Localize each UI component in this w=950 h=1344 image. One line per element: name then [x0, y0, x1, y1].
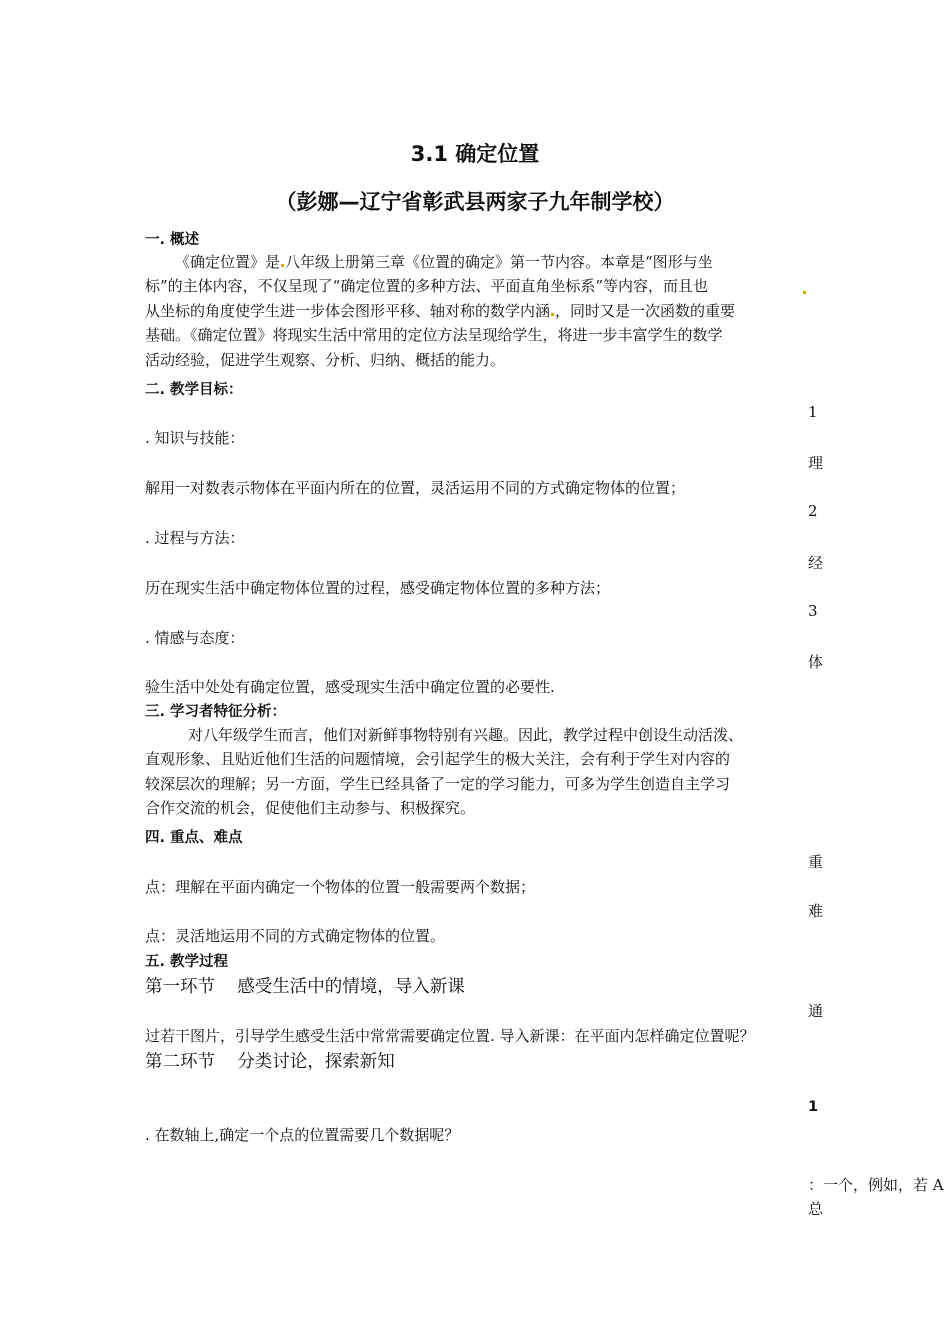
- wrapped-char: 重: [808, 853, 824, 871]
- comment-marker: [551, 313, 554, 316]
- key-point-text: 点：理解在平面内确定一个物体的位置一般需要两个数据；: [145, 878, 536, 896]
- objective-label: . 知识与技能：: [145, 429, 245, 447]
- paragraph-line: 合作交流的机会，促使他们主动参与、积极探究。: [145, 799, 476, 818]
- step-text: 过若干图片，引导学生感受生活中常常需要确定位置. 导入新课：在平面内怎样确定位置呢？: [145, 1027, 755, 1045]
- paragraph-line: 基础。《确定位置》将现实生活中常用的定位方法呈现给学生，将进一步丰富学生的数学: [145, 326, 723, 345]
- section-heading-learners: 三. 学习者特征分析：: [145, 704, 287, 720]
- wrapped-char: 难: [808, 902, 824, 920]
- objective-label: . 过程与方法：: [145, 529, 245, 547]
- answer-text-fragment: ：一个，例如，若 A: [808, 1176, 944, 1194]
- comment-marker: [281, 264, 284, 267]
- list-number: 1: [808, 1099, 819, 1115]
- paragraph-line: 标”的主体内容，不仅呈现了“确定位置的多种方法、平面直角坐标系”等内容，而且也: [145, 277, 709, 296]
- objective-text: 验生活中处处有确定位置，感受现实生活中确定位置的必要性.: [145, 678, 555, 696]
- difficulty-text: 点：灵活地运用不同的方式确定物体的位置。: [145, 927, 446, 945]
- overview-paragraph: [145, 250, 735, 372]
- paragraph-line: 《确定位置》是 八年级上册第三章《位置的确定》第一节内容。本章是“图形与坐: [175, 253, 713, 271]
- wrapped-char: 通: [808, 1002, 824, 1020]
- objective-text: 解用一对数表示物体在平面内所在的位置，灵活运用不同的方式确定物体的位置；: [145, 479, 686, 497]
- section-heading-process: 五. 教学过程: [145, 954, 229, 970]
- comment-marker: [803, 291, 806, 294]
- paragraph-line: 直观形象、且贴近他们生活的问题情境，会引起学生的极大关注，会有利于学生对内容的: [145, 750, 731, 769]
- section-heading-overview: 一. 概述: [145, 232, 200, 248]
- wrapped-char: 理: [808, 454, 824, 472]
- section-heading-keypoints: 四. 重点、难点: [145, 830, 243, 846]
- document-subtitle: （彭娜—辽宁省彰武县两家子九年制学校）: [275, 190, 675, 214]
- paragraph-line: 对八年级学生而言，他们对新鲜事物特别有兴趣。因此，教学过程中创设生动活泼、: [188, 726, 744, 744]
- objective-text: 历在现实生活中确定物体位置的过程，感受确定物体位置的多种方法；: [145, 579, 611, 597]
- document-title: 3.1 确定位置: [410, 142, 540, 166]
- wrapped-char: 体: [808, 653, 824, 671]
- wrapped-char: 经: [808, 554, 824, 572]
- paragraph-line: 从坐标的角度使学生进一步体会图形平移、轴对称的数学内涵 ，同时又是一次函数的重要: [145, 301, 736, 320]
- list-number: 1: [808, 403, 818, 421]
- objective-label: . 情感与态度：: [145, 629, 245, 647]
- step-heading: 第一环节 感受生活中的情境，导入新课: [145, 977, 465, 997]
- list-number: 3: [808, 602, 818, 620]
- section-heading-objectives: 二. 教学目标：: [145, 382, 243, 398]
- wrapped-char: 总: [808, 1200, 824, 1218]
- learners-paragraph: [145, 723, 743, 821]
- paragraph-line: 活动经验，促进学生观察、分析、归纳、概括的能力。: [145, 350, 506, 369]
- question-text: . 在数轴上,确定一个点的位置需要几个数据呢？: [145, 1126, 460, 1144]
- list-number: 2: [808, 502, 818, 520]
- paragraph-line: 较深层次的理解；另一方面，学生已经具备了一定的学习能力，可多为学生创造自主学习: [145, 774, 731, 793]
- step-heading: 第二环节 分类讨论，探索新知: [145, 1052, 395, 1072]
